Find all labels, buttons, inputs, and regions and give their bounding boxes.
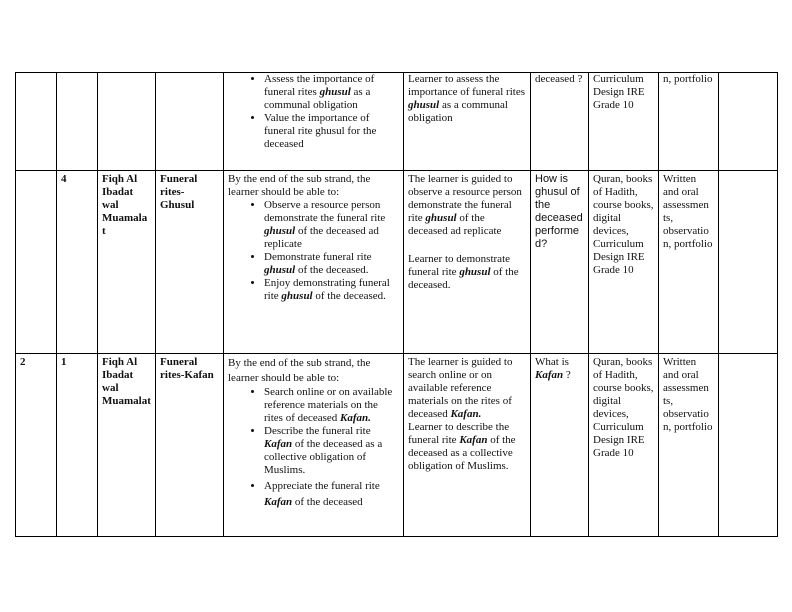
inquiry-question-cell: deceased ? bbox=[531, 73, 589, 171]
outcomes-intro: By the end of the sub strand, the learner should be able to: bbox=[228, 357, 371, 385]
sub-strand-cell bbox=[156, 73, 224, 171]
outcomes-intro: By the end of the sub strand, the learner should be able to: bbox=[228, 173, 371, 198]
experience-item: Learner to assess the importance of funeral rites ghusul as a communal obligation bbox=[408, 73, 525, 124]
week-cell: 2 bbox=[16, 354, 57, 537]
resources-cell: Quran, books of Hadith, course books, digital devices, Curriculum Design IRE Grade 10 bbox=[589, 171, 659, 354]
inquiry-question-cell: How is ghusul of the deceased performe d? bbox=[531, 171, 589, 354]
outcome-item: • Search online or on available reference materials on the rites of deceased Kafan. bbox=[264, 386, 399, 425]
strand-cell bbox=[98, 73, 156, 171]
learning-outcomes-cell bbox=[224, 171, 404, 354]
outcome-item: • Appreciate the funeral rite Kafan of the deceased bbox=[264, 479, 399, 509]
experience-item: Learner to describe the funeral rite Kafan of the deceased as a collective obligation of Muslims. bbox=[408, 421, 516, 472]
week-cell bbox=[16, 171, 57, 354]
scheme-of-work-table bbox=[15, 72, 778, 537]
inquiry-question-cell: What is Kafan ? bbox=[531, 354, 589, 537]
outcome-item: • Enjoy demonstrating funeral rite ghusul of the deceased. bbox=[264, 277, 399, 303]
strand-cell: Fiqh Al Ibadat wal Muamalat bbox=[98, 354, 156, 537]
assessment-cell: n, portfolio bbox=[659, 73, 719, 171]
outcome-item: • Demonstrate funeral rite ghusul of the deceased. bbox=[264, 251, 399, 277]
experience-item: The learner is guided to search online or on available reference materials on the rites of deceased Kafan. bbox=[408, 356, 513, 420]
learning-outcomes-cell bbox=[224, 354, 404, 537]
learning-experiences-cell bbox=[404, 73, 531, 171]
learning-outcomes-cell bbox=[224, 73, 404, 171]
table-row bbox=[16, 171, 778, 354]
assessment-cell: Written and oral assessmen ts, observatio n, portfolio bbox=[659, 354, 719, 537]
sub-strand-cell: Funeral rites- Ghusul bbox=[156, 171, 224, 354]
week-cell bbox=[16, 73, 57, 171]
lesson-cell: 4 bbox=[57, 171, 98, 354]
experience-item: Learner to demonstrate funeral rite ghusul of the deceased. bbox=[408, 253, 519, 291]
table-row bbox=[16, 73, 778, 171]
learning-experiences-cell bbox=[404, 354, 531, 537]
resources-cell: Curriculum Design IRE Grade 10 bbox=[589, 73, 659, 171]
strand-cell: Fiqh Al Ibadat wal Muamala t bbox=[98, 171, 156, 354]
table-row bbox=[16, 354, 778, 537]
reflection-cell bbox=[719, 73, 778, 171]
reflection-cell bbox=[719, 354, 778, 537]
sub-strand-cell: Funeral rites-Kafan bbox=[156, 354, 224, 537]
reflection-cell bbox=[719, 171, 778, 354]
resources-cell: Quran, books of Hadith, course books, digital devices, Curriculum Design IRE Grade 10 bbox=[589, 354, 659, 537]
outcome-item: • Describe the funeral rite Kafan of the deceased as a collective obligation of Muslims. bbox=[264, 425, 399, 477]
outcome-item: • Assess the importance of funeral rites ghusul as a communal obligation bbox=[264, 73, 399, 112]
assessment-cell: Written and oral assessmen ts, observatio n, portfolio bbox=[659, 171, 719, 354]
outcome-item: • Value the importance of funeral rite ghusul for the deceased bbox=[264, 112, 399, 151]
lesson-cell: 1 bbox=[57, 354, 98, 537]
learning-experiences-cell bbox=[404, 171, 531, 354]
lesson-cell bbox=[57, 73, 98, 171]
outcome-item: • Observe a resource person demonstrate the funeral rite ghusul of the deceased ad replicate bbox=[264, 199, 399, 251]
experience-item: The learner is guided to observe a resource person demonstrate the funeral rite ghusul of the deceased ad replicate bbox=[408, 173, 522, 237]
